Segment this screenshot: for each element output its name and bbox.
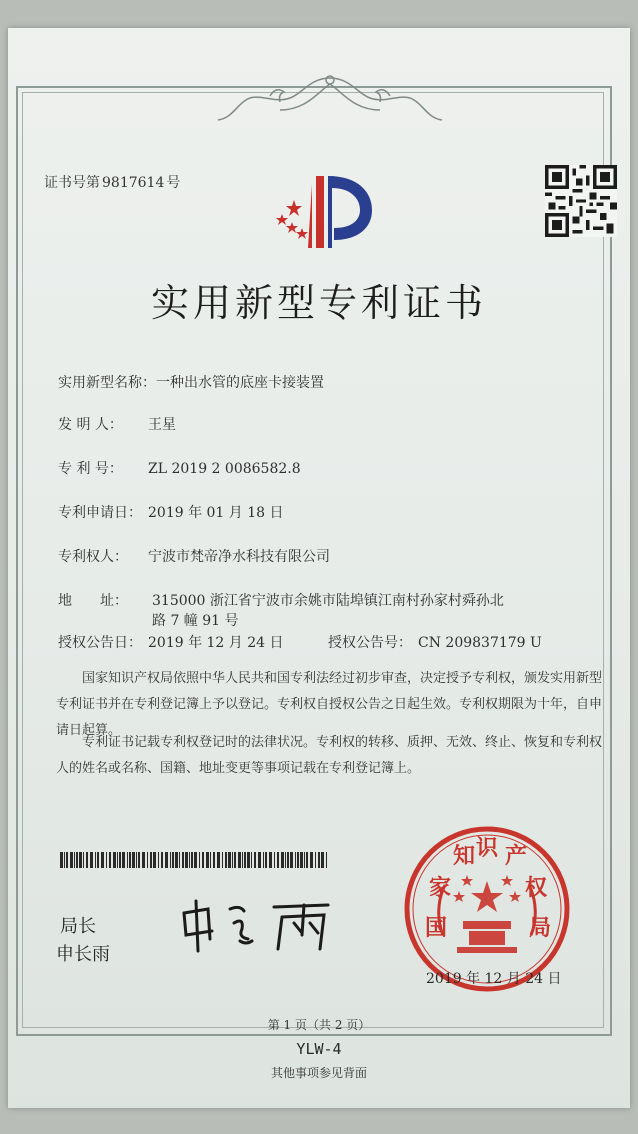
barcode-bar: [206, 852, 209, 868]
barcode-bar: [274, 852, 275, 868]
barcode-bar: [86, 852, 88, 868]
name-value: 一种出水管的底座卡接装置: [156, 375, 324, 391]
owner-value: 宁波市梵帝净水科技有限公司: [148, 549, 330, 565]
barcode-bar: [202, 852, 204, 868]
owner-label: 专利权人：: [58, 549, 128, 565]
seal-char: 家: [429, 876, 452, 901]
patent-number-value: ZL 2019 2 0086582.8: [148, 461, 301, 477]
barcode-bar: [175, 852, 178, 868]
paragraph-grant: 国家知识产权局依照中华人民共和国专利法经过初步审查，决定授予专利权，颁发实用新型专利证书并在专利登记簿上予以登记。专利权自授权公告之日起生效。专利权期限为十年，自申请日起算。: [56, 671, 603, 738]
barcode-bar: [185, 852, 188, 868]
apply-date-label: 专利申请日：: [58, 505, 142, 521]
apply-date-row: [58, 502, 284, 522]
barcode-bar: [189, 852, 190, 868]
inventor-row: [58, 414, 176, 434]
grant-number-label: 授权公告号：: [328, 635, 412, 651]
barcode-bar: [132, 852, 135, 868]
barcode-bar: [263, 852, 264, 868]
qr-code-icon: [545, 165, 617, 237]
barcode-bar: [210, 852, 211, 868]
barcode-bar: [142, 852, 145, 868]
name-label: 实用新型名称：: [58, 375, 156, 391]
cnipa-logo-icon: [272, 170, 382, 252]
handwritten-note: YLW-4: [296, 1040, 342, 1058]
barcode-bar: [290, 852, 293, 868]
barcode-bar: [225, 852, 227, 868]
barcode-bar: [170, 852, 171, 868]
name-row: [58, 372, 324, 392]
barcode-bar: [113, 852, 116, 868]
barcode-bar: [232, 852, 233, 868]
apply-date-value: 2019 年 01 月 18 日: [148, 505, 284, 521]
barcode-bar: [122, 852, 125, 868]
barcode-bar: [315, 852, 316, 868]
barcode-bar: [265, 852, 267, 868]
barcode-bar: [136, 852, 137, 868]
barcode-bar: [60, 852, 63, 868]
seal-char: 识: [475, 836, 499, 861]
seal-date: 2019 年 12 月 24 日: [426, 971, 562, 987]
inventor-label: 发 明 人：: [58, 417, 123, 433]
back-note: 其他事项参见背面: [270, 1066, 367, 1080]
barcode-bar: [101, 852, 104, 868]
barcode-bar: [153, 852, 156, 868]
barcode-bar: [147, 852, 148, 868]
barcode-bar: [310, 852, 313, 868]
barcode-bar: [127, 852, 128, 868]
barcode-bar: [295, 852, 296, 868]
barcode-bar: [258, 852, 261, 868]
barcode-bar: [251, 852, 252, 868]
director-title: 局长: [60, 916, 96, 937]
barcode-bar: [66, 852, 68, 868]
barcode-bar: [217, 852, 220, 868]
barcode-bar: [79, 852, 82, 868]
grant-row: [58, 632, 542, 652]
certificate-number-value: 9817614: [102, 175, 165, 191]
barcode-bar: [277, 852, 279, 868]
address-label: 地 址：: [58, 593, 128, 609]
director-name: 申长雨: [56, 944, 110, 965]
barcode-bar: [321, 852, 324, 868]
barcode-bar: [172, 852, 174, 868]
inventor-value: 王星: [148, 417, 176, 433]
barcode-bar: [158, 852, 159, 868]
barcode-bar: [281, 852, 284, 868]
address-line1: 315000 浙江省宁波市余姚市陆埠镇江南村孙家村舜孙北: [152, 593, 504, 609]
barcode-bar: [117, 852, 118, 868]
certificate-number: [44, 172, 182, 192]
barcode-bar: [306, 852, 308, 868]
barcode-bar: [287, 852, 289, 868]
barcode-bar: [222, 852, 223, 868]
barcode-bar: [83, 852, 84, 868]
barcode-bar: [138, 852, 140, 868]
barcode-bar: [179, 852, 180, 868]
barcode-bar: [242, 852, 243, 868]
barcode-bar: [254, 852, 256, 868]
barcode-bar: [300, 852, 303, 868]
barcode-bar: [95, 852, 96, 868]
barcode-bar: [106, 852, 107, 868]
barcode-bar: [238, 852, 241, 868]
barcode-bar: [194, 852, 197, 868]
seal-char: 知: [453, 844, 476, 869]
grant-date-value: 2019 年 12 月 24 日: [148, 635, 284, 651]
barcode-bar: [182, 852, 184, 868]
paragraph-legal: 专利证书记载专利权登记时的法律状况。专利权的转移、质押、无效、终止、恢复和专利权人的姓名或名称、国籍、地址变更等事项记载在专利登记簿上。: [56, 735, 603, 776]
barcode-bar: [191, 852, 193, 868]
barcode-bar: [70, 852, 73, 868]
page-number: 第 1 页（共 2 页）: [267, 1018, 371, 1032]
barcode-bar: [64, 852, 65, 868]
patent-number-row: [58, 458, 301, 478]
barcode-bar: [234, 852, 236, 868]
certificate-number-label: 证书号第: [44, 175, 100, 191]
barcode-bar: [109, 852, 111, 868]
address-line2: 路 7 幢 91 号: [152, 613, 239, 629]
barcode-bar: [129, 852, 131, 868]
address-row: [58, 590, 504, 610]
grant-number-value: CN 209837179 U: [418, 635, 542, 651]
seal-char: 产: [505, 844, 528, 869]
barcode-bar: [97, 852, 99, 868]
seal-char: 权: [525, 876, 548, 901]
barcode-bar: [150, 852, 152, 868]
barcode-bar: [285, 852, 286, 868]
barcode-bar: [74, 852, 75, 868]
barcode-bar: [199, 852, 200, 868]
patent-number-label: 专 利 号：: [58, 461, 123, 477]
ornament-flourish: [210, 70, 450, 130]
barcode-icon: [60, 852, 330, 868]
barcode-bar: [161, 852, 163, 868]
barcode-bar: [297, 852, 299, 868]
barcode-bar: [90, 852, 93, 868]
seal-char: 国: [425, 916, 448, 941]
barcode-bar: [119, 852, 121, 868]
barcode-bar: [326, 852, 327, 868]
owner-row: [58, 546, 330, 566]
seal-char: 局: [529, 916, 552, 941]
barcode-bar: [318, 852, 320, 868]
barcode-bar: [269, 852, 272, 868]
barcode-bar: [244, 852, 246, 868]
barcode-bar: [247, 852, 250, 868]
certificate-title: 实用新型专利证书: [150, 281, 487, 325]
certificate-number-suffix: 号: [166, 175, 181, 191]
barcode-bar: [76, 852, 78, 868]
barcode-bar: [165, 852, 168, 868]
barcode-bar: [228, 852, 231, 868]
director-signature: [178, 895, 338, 955]
grant-date-label: 授权公告日：: [58, 635, 142, 651]
barcode-bar: [213, 852, 215, 868]
barcode-bar: [304, 852, 305, 868]
